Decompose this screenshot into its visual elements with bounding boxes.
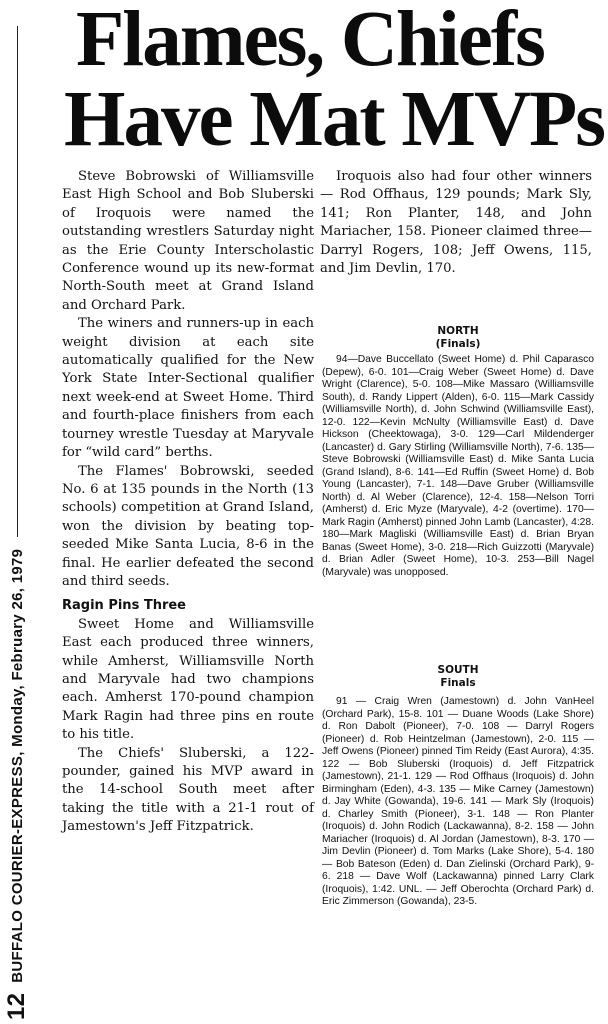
page-number: 12: [3, 992, 30, 1020]
south-results: [322, 664, 594, 909]
north-results-text: 94—Dave Buccellato (Sweet Home) d. Phil Caparasco (Depew), 6-0. 101—Craig Weber (Sweet Home) d. Dave Wright (Clarence), 5-0. 108—Mike Massaro (Williamsville South), d. Randy Lippert (Alden), 6-0. 115—Mark Cassidy (Williamsville North), d. John Schwind (Williamsville East), 12-0. 122—Kevin McNulty (Williamsville East) d. Dave Hickson (Cheektowaga), 3-0. 129—Carl Mildenderger (Lancaster) d. Gary Stirling (Williamsville North), 7-6. 135—Steve Bobrowski (Williamsville East) d. Mike Santa Lucia (Grand Island), 8-6. 141—Ed Ruffin (Sweet Home) d. Bob Young (Lancaster), 7-1. 148—Dave Gruber (Williamsville North) d. Al Weber (Clarence), 12-4. 158—Nelson Torri (Amherst) d. Eric Myze (Maryvale), 4-2 (overtime). 170—Mark Ragin (Amherst) pinned John Lamb (Lancaster), 4:28. 180—Mark Magliski (Williamsville East) d. Brian Bryan Banas (Sweet Home), 3-0. 218—Rich Guizzotti (Maryvale) d. Brian Adler (Sweet Home), 10-3. 253—Bill Nagel (Maryvale) was unopposed.: [322, 354, 594, 578]
folio-text: BUFFALO COURIER-EXPRESS, Monday, February 26, 1979: [8, 548, 26, 983]
article-paragraph-2: The winers and runners-up in each weight division at each site automatically qualified for the New York State Inter-Sectional qualifier next week-end at Sweet Home. Third and fourth-place finishers from each tourney wrestle Tuesday at Maryvale for “wild card” berths.: [62, 316, 314, 461]
south-title: SOUTH: [437, 664, 479, 676]
south-results-text: 91 — Craig Wren (Jamestown) d. John VanHeel (Orchard Park), 15-8. 101 — Duane Woods (Lake Shore) d. Ron Dabolt (Pioneer), 7-0. 108 — Darryl Rogers (Pioneer) d. Rob Heintzelman (Jamestown), 2-0. 115 — Jeff Owens (Pioneer) pinned Tim Reidy (East Aurora), 4:35. 122 — Bob Sluberski (Iroquois) d. Jeff Fitzpatrick (Jamestown), 21-1. 129 — Rod Offhaus (Iroquois) d. John Birmingham (Eden), 4-3. 135 — Mike Carney (Jamestown) d. Jay White (Gowanda), 19-6. 141 — Mark Sly (Iroquois) d. Charley Smith (Pioneer), 3-1. 148 — Ron Planter (Iroquois) d. John Rodich (Lackawanna), 8-2. 158 — John Mariacher (Iroquois) d. Al Jordan (Jamestown), 8-3. 170 — Jim Devlin (Pioneer) d. Tom Marks (Lake Shore), 5-4. 180 — Bob Bateson (Eden) d. Dan Zielinski (Orchard Park), 9-6. 218 — Dave Wolf (Lackawanna) pinned Larry Clark (Iroquois), 1:42. UNL. — Jeff Oberochta (Orchard Park) d. Eric Zimmerson (Gowanda), 23-5.: [322, 696, 594, 907]
subhead: Ragin Pins Three: [62, 598, 186, 614]
folio-strip: [2, 10, 32, 1020]
south-subtitle: Finals: [440, 677, 476, 689]
north-title: NORTH: [437, 325, 479, 337]
article-paragraph-4: Sweet Home and Williamsville East each produced three winners, while Amherst, Williamsville North and Maryvale had two champions each. Amherst 170-pound champion Mark Ragin had three pins en route to his title.: [62, 616, 314, 743]
north-subtitle: (Finals): [435, 338, 481, 350]
article-paragraph-1: Steve Bobrowski of Williamsville East High School and Bob Sluberski of Iroquois were named the outstanding wrestlers Saturday night as the Erie County Interscholastic Conference wound up its new-format North-South meet at Grand Island and Orchard Park.: [62, 169, 314, 313]
headline: [64, 0, 604, 163]
article-paragraph-3: The Flames' Bobrowski, seeded No. 6 at 135 pounds in the North (13 schools) competition at Grand Island, won the division by beating top-seeded Mike Santa Lucia, 8-6 in the final. He earlier defeated the second and third seeds.: [62, 463, 314, 589]
headline-line-1: Flames, Chiefs: [76, 0, 544, 83]
headline-line-2: Have Mat MVPs: [64, 76, 604, 163]
article-paragraph-6: Iroquois also had four other winners — Rod Offhaus, 129 pounds; Mark Sly, 141; Ron Planter, 148, and John Mariacher, 158. Pioneer claimed three—Darryl Rogers, 108; Jeff Owens, 115, and Jim Devlin, 170.: [320, 169, 592, 277]
right-column: [320, 168, 592, 278]
left-column: [62, 168, 314, 837]
north-results: [322, 325, 594, 579]
folio-rule: [17, 26, 18, 537]
article-paragraph-5: The Chiefs' Sluberski, a 122-pounder, gained his MVP award in the 14-school South meet after taking the title with a 21-1 rout of Jamestown's Jeff Fitzpatrick.: [62, 745, 314, 835]
